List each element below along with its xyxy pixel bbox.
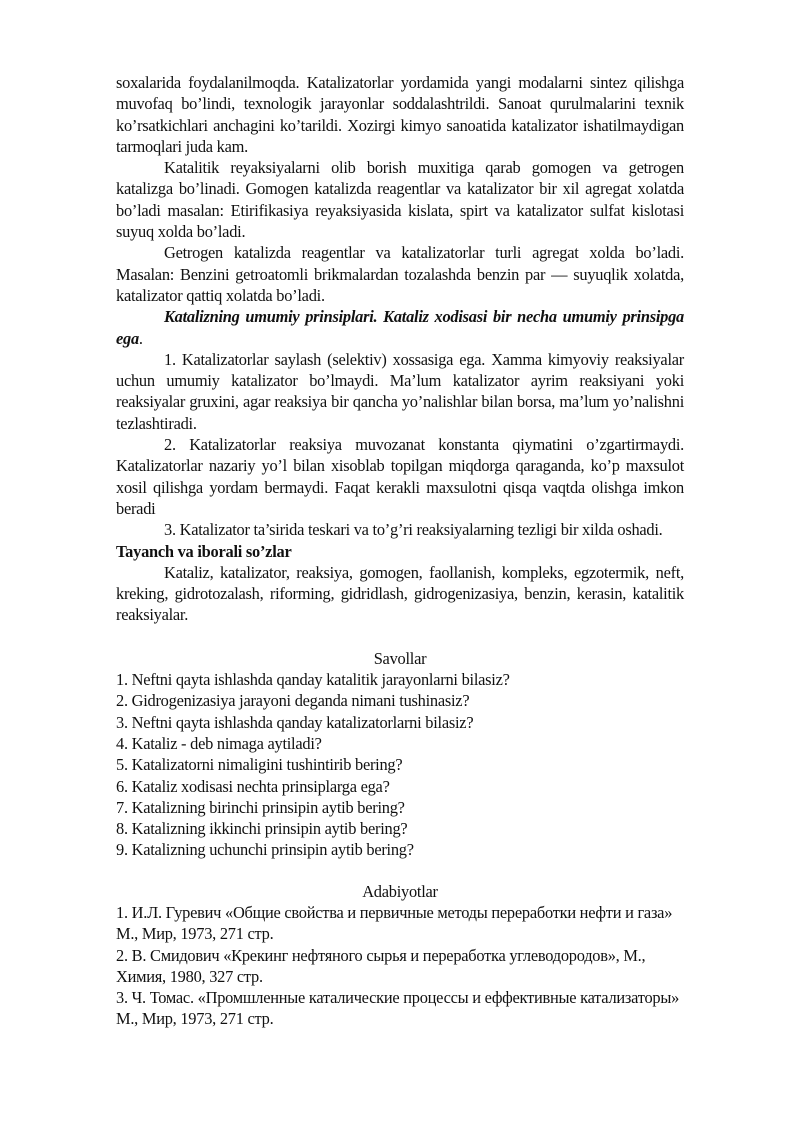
literature-item: 1. И.Л. Гуревич «Общие свойства и первичные методы переработки нефти и газа» М., Мир, 1973, 271 стр. <box>116 902 673 944</box>
literature-heading: Adabiyotlar <box>362 881 438 901</box>
principles-heading-end: . <box>138 328 143 348</box>
principle-2: 2. Katalizatorlar reaksiya muvozanat konstanta qiymatini o’zgartirmaydi. Katalizatorlar nazariy yo’l bilan xisoblab topilgan miqdorga qaraganda, ko’p maxsulot xosil qilishga yordam bermaydi. Faqat kerakli maxsulotni qisqa vaqtda olishga imkon beradi <box>116 435 684 518</box>
keywords-heading: Tayanch va iborali so’zlar <box>116 541 292 561</box>
question-item: 4. Kataliz - deb nimaga aytiladi? <box>116 733 322 753</box>
literature-item: 2. В. Смидович «Крекинг нефтяного сырья и переработка углеводородов», М., Химия, 1980, 327 стр. <box>116 945 646 986</box>
question-item: 3. Neftni qayta ishlashda qanday katalizatorlarni bilasiz? <box>116 712 474 732</box>
question-item: 7. Katalizning birinchi prinsipin aytib bering? <box>116 797 405 817</box>
principle-1: 1. Katalizatorlar saylash (selektiv) xossasiga ega. Xamma kimyoviy reaksiyalar uchun umumiy katalizator bo’lmaydi. Ma’lum katalizator ayrim reaksiyani yoki reaksiyalar gruxini, agar reaksiya bir qancha yo’nalishlar bilan borsa, ma’lum yo’nalishni tezlashtiradi. <box>116 349 684 433</box>
questions-heading: Savollar <box>373 648 427 668</box>
page-content <box>116 72 684 1030</box>
intro-paragraph-3: Getrogen katalizda reagentlar va katalizatorlar turli agregat xolda bo’ladi. Masalan: Benzini getroatomli brikmalardan tozalashda benzin par — suyuqlik xolatda, katalizator qattiq xolatda bo’ladi. <box>116 243 684 305</box>
questions-list <box>116 669 684 861</box>
principles-heading: Katalizning umumiy prinsiplari. Kataliz xodisasi bir necha umumiy prinsipga ega <box>116 307 684 348</box>
intro-paragraph-1: soxalarida foydalanilmoqda. Katalizatorlar yordamida yangi modalarni sintez qilishga muvofaq bo’lindi, texnologik jarayonlar soddalashtrildi. Sanoat qurulmalarini texnik ko’rsatkichlari anchagini ko’tarildi. Xozirgi kimyo sanoatida katalizator ishatilmaydigan tarmoqlari juda kam. <box>116 73 684 156</box>
question-item: 2. Gidrogenizasiya jarayoni deganda nimani tushinasiz? <box>116 691 470 711</box>
question-item: 1. Neftni qayta ishlashda qanday katalitik jarayonlarni bilasiz? <box>116 670 510 690</box>
literature-item: 3. Ч. Томас. «Промшленные каталические процессы и еффективные катализаторы» М., Мир, 1973, 271 стр. <box>116 988 680 1029</box>
intro-paragraph-2: Katalitik reyaksiyalarni olib borish muxitiga qarab gomogen va getrogen katalizga bo’linadi. Gomogen katalizda reagentlar va katalizator bir xil agregat xolatda bo’ladi masalan: Etirifikasiya reyaksiyasida kislata, spirt va katalizator sulfat kislotasi suyuq xolda bo’ladi. <box>116 158 684 242</box>
principles-heading-paragraph <box>116 306 684 349</box>
spacer <box>116 626 684 648</box>
spacer <box>116 861 684 881</box>
literature-list <box>116 902 684 1030</box>
question-item: 5. Katalizatorni nimaligini tushintirib bering? <box>116 755 403 775</box>
principle-3: 3. Katalizator ta’sirida teskari va to’g’ri reaksiyalarning tezligi bir xilda oshadi. <box>164 520 663 540</box>
question-item: 9. Katalizning uchunchi prinsipin aytib bering? <box>116 840 414 860</box>
question-item: 6. Kataliz xodisasi nechta prinsiplarga ega? <box>116 776 390 796</box>
keywords-text: Kataliz, katalizator, reaksiya, gomogen, faollanish, kompleks, egzotermik, neft, kreking, gidrotozalash, riforming, gidridlash, gidrogenizasiya, benzin, kerasin, katalitik reaksiyalar. <box>116 562 684 625</box>
question-item: 8. Katalizning ikkinchi prinsipin aytib bering? <box>116 819 408 839</box>
